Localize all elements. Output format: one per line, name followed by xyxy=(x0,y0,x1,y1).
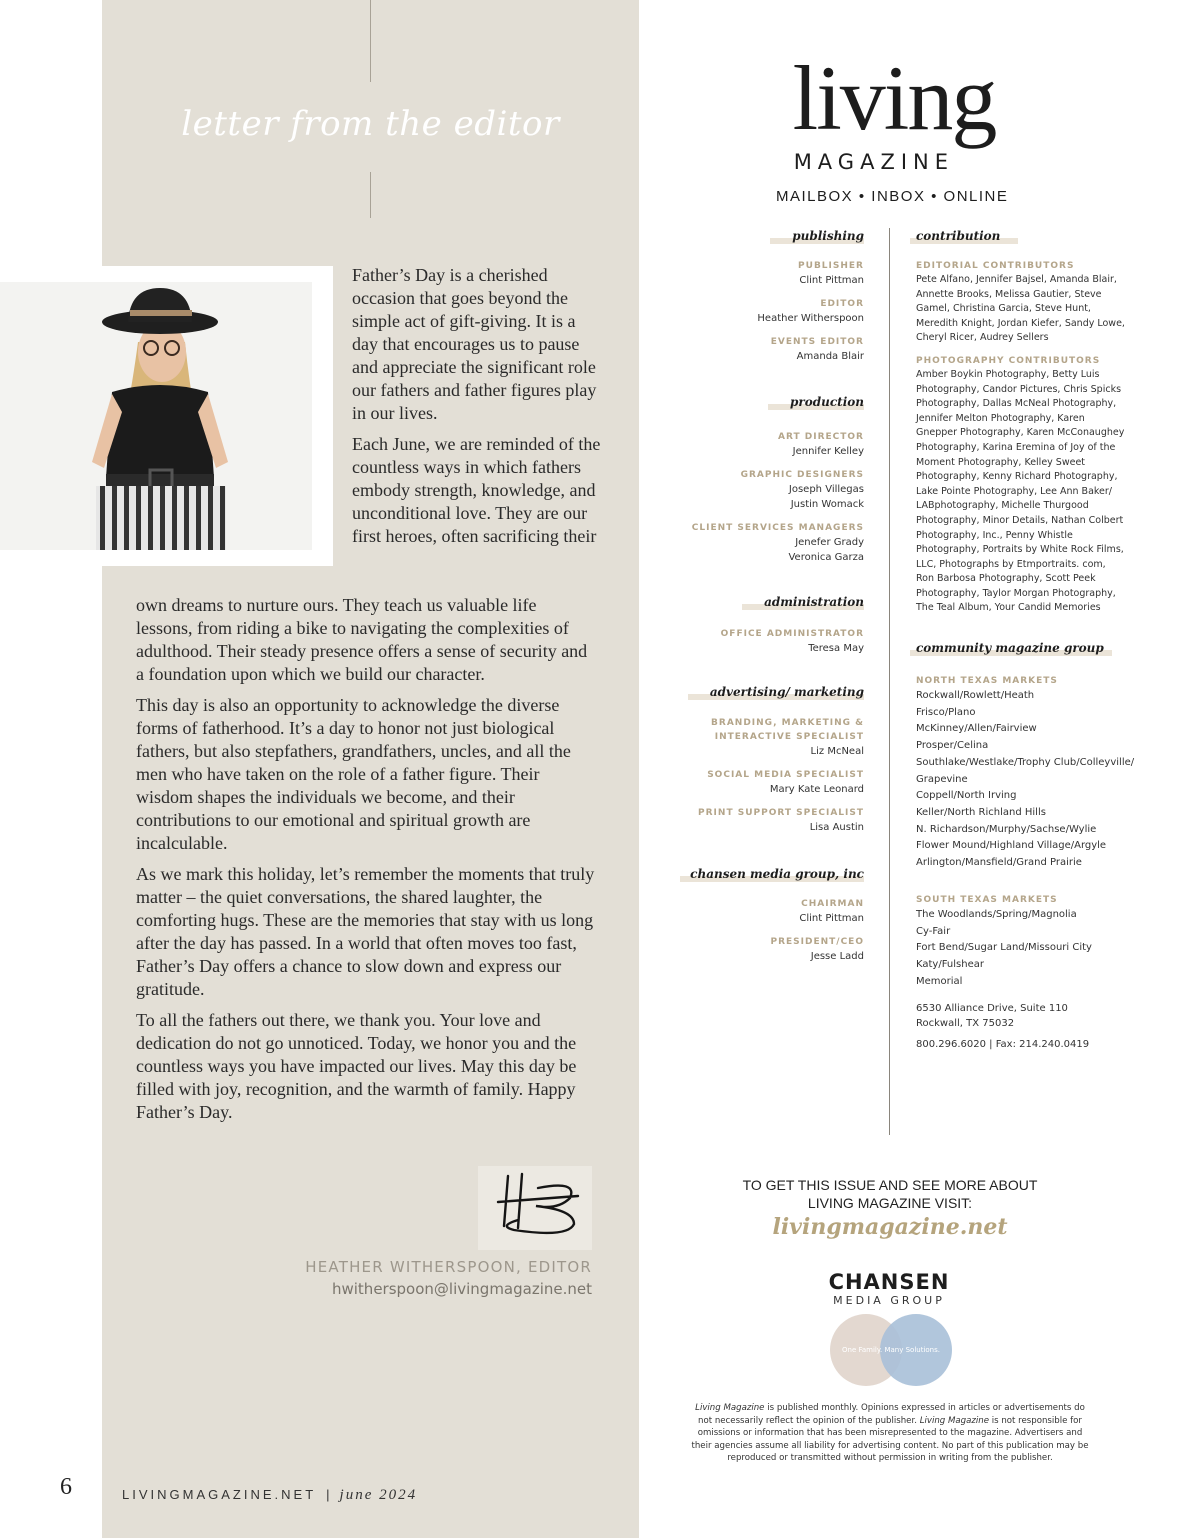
living-logo: living xyxy=(792,47,996,149)
market-item: Memorial xyxy=(916,975,963,987)
role-label: EDITOR xyxy=(820,299,864,309)
disclaimer-text: is not responsible for omissions or information that has been misrepresented to the magazine. Advertisers and their agencies assume all liability for advertising content. No part of this publication may be reproduced or transmitted without permission in writing from the publisher. xyxy=(691,1415,1089,1463)
address-line: 6530 Alliance Drive, Suite 110 xyxy=(916,1002,1068,1014)
slogan-part: One Family. xyxy=(842,1346,883,1354)
chansen-list xyxy=(771,897,865,964)
signature-name: HEATHER WITHERSPOON, EDITOR xyxy=(305,1258,592,1276)
section-heading-administration: administration xyxy=(764,595,864,609)
person-name: Veronica Garza xyxy=(788,552,864,563)
divider-line xyxy=(370,0,371,82)
role-label: SOUTH TEXAS MARKETS xyxy=(916,895,1058,905)
section-heading-production: production xyxy=(790,395,864,409)
contribution-list xyxy=(916,259,1126,616)
market-item: Rockwall/Rowlett/Heath xyxy=(916,690,1035,701)
cta-line: TO GET THIS ISSUE AND SEE MORE ABOUT xyxy=(742,1177,1038,1193)
role-label: INTERACTIVE SPECIALIST xyxy=(714,732,864,742)
address-line: Rockwall, TX 75032 xyxy=(916,1017,1015,1029)
letter-paragraph: To all the fathers out there, we thank you. Your love and dedication do not go unnoticed. Today, we honor you and the countless ways you have impacted our lives. May this day be filled with joy, recognition, and the warmth of family. Happy Father’s Day. xyxy=(136,1010,577,1122)
phone-fax: 800.296.6020 | Fax: 214.240.0419 xyxy=(916,1038,1090,1050)
person-name: Clint Pittman xyxy=(799,913,864,924)
person-name: Clint Pittman xyxy=(799,275,864,286)
masthead-tagline: MAILBOX • INBOX • ONLINE xyxy=(776,188,1009,205)
person-name: Heather Witherspoon xyxy=(757,313,864,324)
role-label: CHAIRMAN xyxy=(801,899,864,909)
letter-paragraph: As we mark this holiday, let’s remember the moments that truly matter – the quiet conversations, the shared laughter, the comforting hugs. These are the memories that stay with us long after the day has passed. In a world that often moves too fast, Father’s Day offers a chance to slow down and express our gratitude. xyxy=(136,864,595,999)
person-name: Jennifer Kelley xyxy=(792,446,864,457)
photography-contributors: Amber Boykin Photography, Betty Luis Photography, Candor Pictures, Chris Spicks Photography, Dallas McNeal Photography, Jennifer Melton Photography, Karen Gnepper Photography, Karen McConaughey Photography, Karina Eremina of Joy of the Moment Photography, Kelley Sweet Photography, Kenny Richard Photography, Lake Pointe Photography, Lee Ann Baker/ LABphotography, Michelle Thurgood Photography, Minor Details, Nathan Colbert Photography, Inc., Penny Whistle Photography, Portraits by White Rock Films, LLC, Photographs by Etmportraits. com, Ron Barbosa Photography, Scott Peek Photography, Taylor Morgan Photography, The Teal Album, Your Candid Memories xyxy=(916,368,1125,614)
magazine-name: Living Magazine xyxy=(695,1403,765,1413)
person-name: Justin Womack xyxy=(790,499,864,510)
role-label: EVENTS EDITOR xyxy=(770,337,864,347)
editor-signature xyxy=(478,1166,592,1250)
person-name: Liz McNeal xyxy=(810,746,864,757)
production-list xyxy=(692,430,864,565)
publisher-disclaimer xyxy=(690,1402,1090,1465)
person-name: Teresa May xyxy=(808,643,864,654)
cta-text xyxy=(700,1176,1080,1212)
role-label: GRAPHIC DESIGNERS xyxy=(740,470,864,480)
editorial-contributors: Pete Alfano, Jennifer Bajsel, Amanda Blair, Annette Brooks, Melissa Gautier, Steve Gamel, Christina Garcia, Steve Hunt, Meredith Knight, Jordan Kiefer, Sandy Lowe, Cheryl Ricer, Audrey Sellers xyxy=(916,274,1125,344)
page-number: 6 xyxy=(60,1474,72,1500)
role-label: ART DIRECTOR xyxy=(778,432,864,442)
role-label: OFFICE ADMINISTRATOR xyxy=(720,629,864,639)
publishing-list xyxy=(757,259,864,364)
signature-email[interactable]: hwitherspoon@livingmagazine.net xyxy=(331,1280,592,1298)
cta-link[interactable]: livingmagazine.net xyxy=(772,1214,1008,1240)
letter-body-wrap xyxy=(352,264,602,556)
north-texas-markets xyxy=(916,674,1134,872)
section-heading-community: community magazine group xyxy=(916,641,1104,655)
administration-list xyxy=(721,627,864,656)
market-item: Southlake/Westlake/Trophy Club/Colleyville/ xyxy=(916,756,1135,768)
market-item: Frisco/Plano xyxy=(916,706,976,718)
letter-paragraph: own dreams to nurture ours. They teach us valuable life lessons, from riding a bike to navigating the complexities of adulthood. Their steady presence offers a sense of security and a foundation upon which we build our character. xyxy=(136,595,588,684)
editor-portrait-illustration xyxy=(0,282,312,550)
market-item: The Woodlands/Spring/Magnolia xyxy=(916,909,1077,920)
person-name: Amanda Blair xyxy=(796,351,864,362)
person-name: Mary Kate Leonard xyxy=(769,784,864,795)
section-title: letter from the editor xyxy=(181,104,560,144)
editor-photo xyxy=(0,282,312,550)
market-item: Prosper/Celina xyxy=(916,740,989,752)
south-texas-markets xyxy=(916,893,1092,1052)
masthead-divider xyxy=(889,228,890,1135)
footer-site-name[interactable]: LIVINGMAGAZINE.NET xyxy=(122,1487,317,1502)
market-item: Fort Bend/Sugar Land/Missouri City xyxy=(916,942,1092,954)
market-item: Coppell/North Irving xyxy=(916,790,1017,802)
magazine-name: Living Magazine xyxy=(919,1415,990,1426)
market-item: McKinney/Allen/Fairview xyxy=(916,723,1037,735)
footer-separator: | xyxy=(326,1487,330,1502)
role-label: PRINT SUPPORT SPECIALIST xyxy=(698,808,864,818)
letter-paragraph: This day is also an opportunity to acknowledge the diverse forms of fatherhood. It’s a day to honor not just biological fathers, but also stepfathers, grandfathers, uncles, and all the men who have taken on the role of a father figure. Their wisdom shapes the individuals we become, and their contributions to our emotional and spiritual growth are incalculable. xyxy=(136,695,571,853)
disclaimer-text: is published monthly. Opinions expressed in articles or advertisements do not necessarily reflect the opinion of the publisher. xyxy=(698,1403,1085,1426)
section-heading-publishing: publishing xyxy=(792,229,864,243)
magazine-logo-sub: MAGAZINE xyxy=(793,150,954,174)
role-label: SOCIAL MEDIA SPECIALIST xyxy=(707,770,864,780)
footer-site xyxy=(122,1487,417,1504)
market-item: Arlington/Mansfield/Grand Prairie xyxy=(916,857,1082,869)
market-item: Grapevine xyxy=(916,773,968,785)
section-heading-advertising: advertising/ marketing xyxy=(709,685,864,699)
person-name: Jenefer Grady xyxy=(795,537,864,548)
chansen-logo-sub: MEDIA GROUP xyxy=(833,1294,945,1307)
market-item: Flower Mound/Highland Village/Argyle xyxy=(916,840,1107,852)
market-item: Katy/Fulshear xyxy=(916,959,984,971)
role-label: PUBLISHER xyxy=(798,261,864,271)
role-label: PHOTOGRAPHY CONTRIBUTORS xyxy=(916,355,1101,366)
section-heading-contribution: contribution xyxy=(916,229,1001,243)
role-label: CLIENT SERVICES MANAGERS xyxy=(691,523,864,533)
person-name: Joseph Villegas xyxy=(788,484,864,495)
section-heading-chansen: chansen media group, inc xyxy=(690,867,864,881)
letter-paragraph: Each June, we are reminded of the countless ways in which fathers embody strength, knowledge, and unconditional love. They are our first heroes, often sacrificing their xyxy=(352,434,601,546)
market-item: Cy-Fair xyxy=(916,925,951,937)
role-label: NORTH TEXAS MARKETS xyxy=(916,676,1058,686)
chansen-logo: CHANSEN xyxy=(828,1270,950,1294)
market-item: N. Richardson/Murphy/Sachse/Wylie xyxy=(916,823,1097,835)
slogan-part: Many Solutions. xyxy=(884,1346,940,1354)
role-label: PRESIDENT/CEO xyxy=(770,937,864,947)
cta-line: LIVING MAGAZINE VISIT: xyxy=(807,1195,973,1211)
person-name: Jesse Ladd xyxy=(810,951,864,962)
role-label: EDITORIAL CONTRIBUTORS xyxy=(916,261,1075,271)
chansen-slogan xyxy=(830,1346,952,1354)
market-item: Keller/North Richland Hills xyxy=(916,806,1046,818)
person-name: Lisa Austin xyxy=(809,822,864,833)
divider-line xyxy=(370,172,371,218)
letter-paragraph: Father’s Day is a cherished occasion that goes beyond the simple act of gift-giving. It is a day that encourages us to pause and appreciate the significant role our fathers and father figures play in our lives. xyxy=(352,265,597,423)
role-label: BRANDING, MARKETING & xyxy=(711,718,864,728)
letter-body xyxy=(136,594,596,1132)
advertising-list xyxy=(698,716,864,835)
footer-issue: june 2024 xyxy=(339,1487,418,1503)
